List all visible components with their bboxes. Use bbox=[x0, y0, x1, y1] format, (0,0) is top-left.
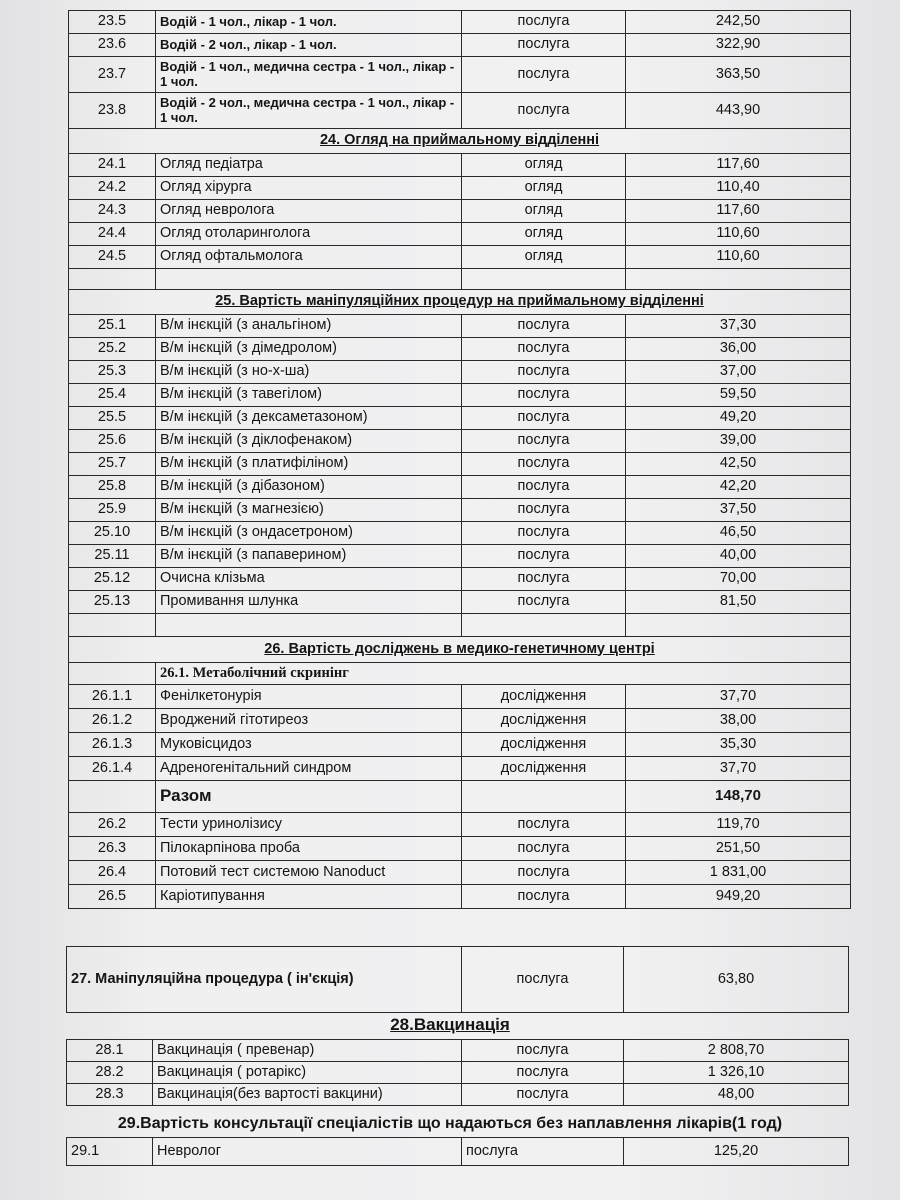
item-name: В/м інєкцій (з дексаметазоном) bbox=[156, 407, 462, 430]
section-28-table bbox=[66, 1039, 849, 1106]
item-name: Вакцинація(без вартості вакцини) bbox=[153, 1084, 462, 1106]
empty-cell bbox=[156, 269, 462, 290]
empty-cell bbox=[462, 614, 626, 637]
item-price: 117,60 bbox=[626, 200, 851, 223]
item-price: 125,20 bbox=[624, 1138, 849, 1166]
item-unit: послуга bbox=[462, 522, 626, 545]
item-price: 119,70 bbox=[626, 813, 851, 837]
table-row bbox=[67, 947, 849, 1013]
item-number: 26.1.4 bbox=[69, 757, 156, 781]
item-price: 37,70 bbox=[626, 685, 851, 709]
item-name: 27. Маніпуляційна процедура ( ін'єкція) bbox=[67, 947, 462, 1013]
item-unit: дослідження bbox=[462, 733, 626, 757]
item-unit: дослідження bbox=[462, 757, 626, 781]
section-28-title: 28.Вакцинація bbox=[390, 1015, 510, 1034]
table-row bbox=[69, 522, 851, 545]
table-row bbox=[69, 733, 851, 757]
item-price: 37,70 bbox=[626, 757, 851, 781]
item-unit: послуга bbox=[462, 338, 626, 361]
empty-row bbox=[69, 269, 851, 290]
item-unit: послуга bbox=[462, 430, 626, 453]
item-unit: послуга bbox=[462, 1062, 624, 1084]
section-25-title: 25. Вартість маніпуляційних процедур на приймальному відділенні bbox=[69, 290, 851, 315]
item-price: 117,60 bbox=[626, 154, 851, 177]
empty-cell bbox=[462, 269, 626, 290]
item-number: 25.9 bbox=[69, 499, 156, 522]
table-row bbox=[69, 34, 851, 57]
item-unit: послуга bbox=[462, 591, 626, 614]
item-name: Вакцинація ( превенар) bbox=[153, 1040, 462, 1062]
subsection-26-1-title: 26.1. Метаболічний скринінг bbox=[156, 663, 851, 685]
item-number: 24.2 bbox=[69, 177, 156, 200]
item-number: 24.5 bbox=[69, 246, 156, 269]
empty-cell bbox=[69, 614, 156, 637]
item-number: 26.1.3 bbox=[69, 733, 156, 757]
total-price: 148,70 bbox=[626, 781, 851, 813]
table-row bbox=[69, 709, 851, 733]
item-number: 24.1 bbox=[69, 154, 156, 177]
item-name: Фенілкетонурія bbox=[156, 685, 462, 709]
table-row bbox=[69, 407, 851, 430]
item-price: 81,50 bbox=[626, 591, 851, 614]
item-name: В/м інєкцій (з діклофенаком) bbox=[156, 430, 462, 453]
item-number: 28.2 bbox=[67, 1062, 153, 1084]
item-name: В/м інєкцій (з анальгіном) bbox=[156, 315, 462, 338]
item-unit: послуга bbox=[462, 499, 626, 522]
item-number: 25.7 bbox=[69, 453, 156, 476]
item-unit: дослідження bbox=[462, 709, 626, 733]
table-row bbox=[69, 781, 851, 813]
table-row bbox=[69, 663, 851, 685]
item-number: 26.5 bbox=[69, 885, 156, 909]
item-price: 42,50 bbox=[626, 453, 851, 476]
table-row bbox=[69, 290, 851, 315]
item-name: В/м інєкцій (з ондасетроном) bbox=[156, 522, 462, 545]
table-row bbox=[69, 813, 851, 837]
item-price: 110,40 bbox=[626, 177, 851, 200]
item-name: Водій - 2 чол., лікар - 1 чол. bbox=[156, 34, 462, 57]
item-name: В/м інєкцій (з папаверином) bbox=[156, 545, 462, 568]
table-row bbox=[69, 129, 851, 154]
item-price: 39,00 bbox=[626, 430, 851, 453]
item-name: Огляд отоларинголога bbox=[156, 223, 462, 246]
item-unit: огляд bbox=[462, 154, 626, 177]
item-unit: послуга bbox=[462, 384, 626, 407]
item-name: Огляд хірурга bbox=[156, 177, 462, 200]
item-number: 23.7 bbox=[69, 57, 156, 93]
item-unit: послуга bbox=[462, 813, 626, 837]
item-unit: послуга bbox=[462, 34, 626, 57]
item-price: 110,60 bbox=[626, 223, 851, 246]
item-unit: послуга bbox=[462, 1084, 624, 1106]
item-number: 25.8 bbox=[69, 476, 156, 499]
section-24-title: 24. Огляд на приймальному відділенні bbox=[69, 129, 851, 154]
item-price: 251,50 bbox=[626, 837, 851, 861]
item-number: 26.1.1 bbox=[69, 685, 156, 709]
item-name: Пілокарпінова проба bbox=[156, 837, 462, 861]
table-row bbox=[69, 200, 851, 223]
table-row bbox=[69, 430, 851, 453]
item-number: 23.8 bbox=[69, 93, 156, 129]
item-name: Вроджений гітотиреоз bbox=[156, 709, 462, 733]
table-row bbox=[69, 315, 851, 338]
table-row bbox=[69, 384, 851, 407]
table-row bbox=[69, 223, 851, 246]
item-unit: послуга bbox=[462, 453, 626, 476]
item-name: В/м інєкцій (з дібазоном) bbox=[156, 476, 462, 499]
empty-cell bbox=[462, 781, 626, 813]
item-number: 25.3 bbox=[69, 361, 156, 384]
item-name: Тести уринолізису bbox=[156, 813, 462, 837]
section-27-table bbox=[66, 946, 849, 1013]
table-row bbox=[67, 1062, 849, 1084]
table-row bbox=[69, 11, 851, 34]
empty-cell bbox=[626, 269, 851, 290]
table-row bbox=[69, 177, 851, 200]
item-price: 40,00 bbox=[626, 545, 851, 568]
item-unit: послуга bbox=[462, 476, 626, 499]
item-name: Промивання шлунка bbox=[156, 591, 462, 614]
item-number: 23.5 bbox=[69, 11, 156, 34]
item-price: 35,30 bbox=[626, 733, 851, 757]
item-number: 25.11 bbox=[69, 545, 156, 568]
item-price: 37,50 bbox=[626, 499, 851, 522]
table-row bbox=[67, 1040, 849, 1062]
item-price: 37,00 bbox=[626, 361, 851, 384]
item-name: Водій - 1 чол., медична сестра - 1 чол., лікар - 1 чол. bbox=[156, 57, 462, 93]
item-unit: послуга bbox=[462, 407, 626, 430]
table-row bbox=[69, 861, 851, 885]
item-price: 49,20 bbox=[626, 407, 851, 430]
item-number: 28.3 bbox=[67, 1084, 153, 1106]
item-unit: огляд bbox=[462, 177, 626, 200]
item-name: Адреногенітальний синдром bbox=[156, 757, 462, 781]
item-price: 46,50 bbox=[626, 522, 851, 545]
table-row bbox=[69, 637, 851, 663]
item-price: 242,50 bbox=[626, 11, 851, 34]
item-name: Потовий тест системою Nanoduct bbox=[156, 861, 462, 885]
item-unit: послуга bbox=[462, 837, 626, 861]
item-unit: послуга bbox=[462, 947, 624, 1013]
item-name: Невролог bbox=[153, 1138, 462, 1166]
item-unit: послуга bbox=[462, 861, 626, 885]
table-row bbox=[69, 453, 851, 476]
item-unit: послуга bbox=[462, 545, 626, 568]
item-number: 25.12 bbox=[69, 568, 156, 591]
item-name: Огляд педіатра bbox=[156, 154, 462, 177]
item-name: Водій - 2 чол., медична сестра - 1 чол., лікар - 1 чол. bbox=[156, 93, 462, 129]
item-unit: послуга bbox=[462, 1040, 624, 1062]
item-name: Вакцинація ( ротарікс) bbox=[153, 1062, 462, 1084]
total-label: Разом bbox=[156, 781, 462, 813]
item-unit: послуга bbox=[462, 1138, 624, 1166]
item-number: 25.10 bbox=[69, 522, 156, 545]
empty-row bbox=[69, 614, 851, 637]
item-price: 38,00 bbox=[626, 709, 851, 733]
item-unit: послуга bbox=[462, 361, 626, 384]
item-unit: послуга bbox=[462, 568, 626, 591]
item-price: 2 808,70 bbox=[624, 1040, 849, 1062]
empty-cell bbox=[156, 614, 462, 637]
item-name: Огляд невролога bbox=[156, 200, 462, 223]
item-name: В/м інєкцій (з дімедролом) bbox=[156, 338, 462, 361]
item-unit: огляд bbox=[462, 246, 626, 269]
table-row bbox=[69, 545, 851, 568]
table-row bbox=[69, 93, 851, 129]
main-price-table bbox=[68, 10, 851, 909]
item-number: 23.6 bbox=[69, 34, 156, 57]
item-number: 28.1 bbox=[67, 1040, 153, 1062]
item-number: 25.6 bbox=[69, 430, 156, 453]
table-row bbox=[69, 154, 851, 177]
table-row bbox=[69, 685, 851, 709]
empty-cell bbox=[69, 781, 156, 813]
table-row bbox=[69, 885, 851, 909]
section-29-title: 29.Вартість консультації спеціалістів що надаються без наплавлення лікарів(1 год) bbox=[117, 1115, 783, 1132]
table-row bbox=[69, 591, 851, 614]
table-row bbox=[69, 568, 851, 591]
item-number: 25.13 bbox=[69, 591, 156, 614]
item-name: В/м інєкцій (з магнезією) bbox=[156, 499, 462, 522]
table-row bbox=[69, 57, 851, 93]
item-unit: послуга bbox=[462, 93, 626, 129]
item-unit: послуга bbox=[462, 885, 626, 909]
item-unit: огляд bbox=[462, 200, 626, 223]
item-price: 443,90 bbox=[626, 93, 851, 129]
item-price: 70,00 bbox=[626, 568, 851, 591]
item-name: Водій - 1 чол., лікар - 1 чол. bbox=[156, 11, 462, 34]
item-name: Огляд офтальмолога bbox=[156, 246, 462, 269]
table-row bbox=[67, 1084, 849, 1106]
item-number: 25.2 bbox=[69, 338, 156, 361]
item-name: В/м інєкцій (з тавегілом) bbox=[156, 384, 462, 407]
item-number: 24.3 bbox=[69, 200, 156, 223]
empty-cell bbox=[69, 269, 156, 290]
item-number: 26.1.2 bbox=[69, 709, 156, 733]
item-unit: послуга bbox=[462, 11, 626, 34]
item-number: 24.4 bbox=[69, 223, 156, 246]
table-row bbox=[69, 837, 851, 861]
section-29-table bbox=[66, 1137, 849, 1166]
item-unit: послуга bbox=[462, 57, 626, 93]
table-row bbox=[67, 1138, 849, 1166]
item-number: 26.3 bbox=[69, 837, 156, 861]
item-name: Каріотипування bbox=[156, 885, 462, 909]
table-row bbox=[69, 246, 851, 269]
item-unit: послуга bbox=[462, 315, 626, 338]
item-price: 1 831,00 bbox=[626, 861, 851, 885]
item-price: 42,20 bbox=[626, 476, 851, 499]
table-row bbox=[69, 476, 851, 499]
empty-cell bbox=[69, 663, 156, 685]
item-price: 59,50 bbox=[626, 384, 851, 407]
item-price: 48,00 bbox=[624, 1084, 849, 1106]
section-26-title: 26. Вартість досліджень в медико-генетичному центрі bbox=[69, 637, 851, 663]
item-name: Очисна клізьма bbox=[156, 568, 462, 591]
item-unit: дослідження bbox=[462, 685, 626, 709]
empty-cell bbox=[626, 614, 851, 637]
item-unit: огляд bbox=[462, 223, 626, 246]
item-price: 1 326,10 bbox=[624, 1062, 849, 1084]
item-price: 949,20 bbox=[626, 885, 851, 909]
item-number: 25.4 bbox=[69, 384, 156, 407]
table-row bbox=[69, 757, 851, 781]
item-name: В/м інєкцій (з но-х-ша) bbox=[156, 361, 462, 384]
item-name: В/м інєкцій (з платифіліном) bbox=[156, 453, 462, 476]
table-row bbox=[69, 361, 851, 384]
item-number: 29.1 bbox=[67, 1138, 153, 1166]
item-price: 322,90 bbox=[626, 34, 851, 57]
item-number: 26.4 bbox=[69, 861, 156, 885]
item-price: 37,30 bbox=[626, 315, 851, 338]
item-number: 26.2 bbox=[69, 813, 156, 837]
item-number: 25.5 bbox=[69, 407, 156, 430]
item-number: 25.1 bbox=[69, 315, 156, 338]
item-price: 36,00 bbox=[626, 338, 851, 361]
item-price: 363,50 bbox=[626, 57, 851, 93]
table-row bbox=[69, 499, 851, 522]
item-price: 110,60 bbox=[626, 246, 851, 269]
item-name: Муковісцидоз bbox=[156, 733, 462, 757]
table-row bbox=[69, 338, 851, 361]
item-price: 63,80 bbox=[624, 947, 849, 1013]
